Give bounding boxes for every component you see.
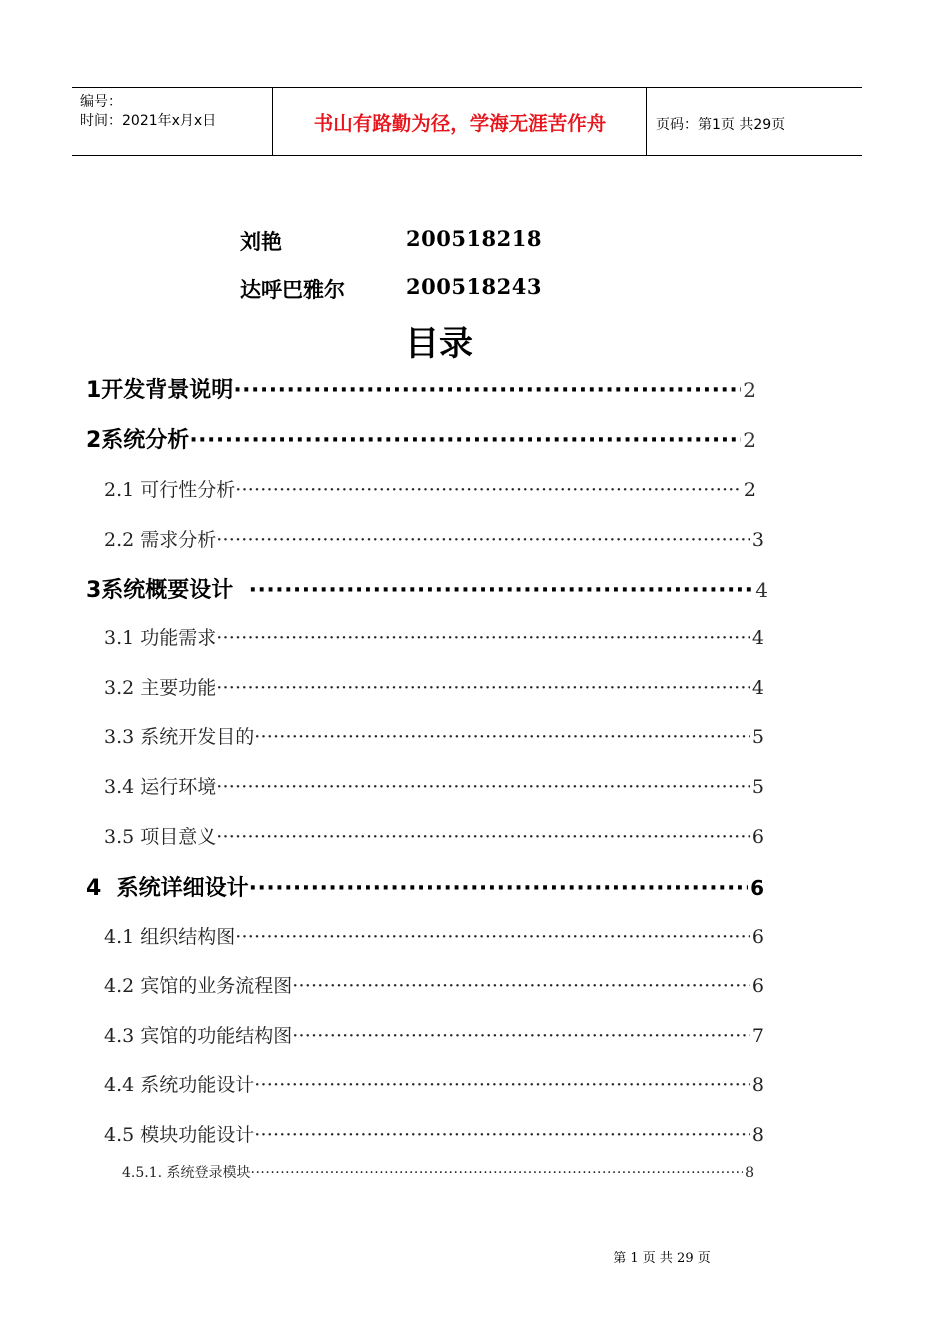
toc-entry[interactable] bbox=[104, 822, 764, 849]
toc-entry[interactable] bbox=[86, 373, 756, 404]
toc-leader-dots bbox=[249, 578, 754, 603]
toc-entry-page: 6 bbox=[751, 975, 764, 997]
toc-entry-label: 4.5 模块功能设计 bbox=[104, 1124, 255, 1146]
toc-entry-page: 8 bbox=[751, 1124, 764, 1146]
toc-leader-dots bbox=[216, 627, 750, 649]
header-date-label: 时间：2021年x月x日 bbox=[80, 113, 217, 129]
toc-entry[interactable] bbox=[104, 1070, 764, 1097]
header-top-rule bbox=[72, 87, 862, 88]
toc-entry[interactable] bbox=[104, 722, 764, 749]
toc-leader-dots bbox=[251, 1165, 744, 1181]
toc-entry-label: 4.2 宾馆的业务流程图 bbox=[104, 975, 293, 997]
toc-title: 目录 bbox=[405, 324, 473, 364]
header-motto: 书山有路勤为径，学海无涯苦作舟 bbox=[313, 112, 607, 135]
toc-leader-dots bbox=[235, 926, 750, 948]
toc-entry-label: 3.2 主要功能 bbox=[104, 677, 217, 699]
page-footer: 第 1 页 共 29 页 bbox=[613, 1251, 711, 1266]
toc-entry-label: 4 系统详细设计 bbox=[86, 876, 249, 901]
toc-leader-dots bbox=[254, 726, 750, 748]
toc-leader-dots bbox=[216, 677, 750, 699]
header-page-label: 页码：第1页 共29页 bbox=[656, 117, 786, 133]
toc-entry[interactable] bbox=[86, 573, 768, 604]
toc-entry[interactable] bbox=[122, 1162, 754, 1182]
toc-leader-dots bbox=[216, 529, 750, 551]
toc-entry-page: 8 bbox=[745, 1165, 754, 1181]
toc-entry[interactable] bbox=[104, 525, 764, 552]
toc-entry-page: 8 bbox=[751, 1074, 764, 1096]
author-number: 200518243 bbox=[406, 274, 543, 299]
toc-entry-label: 4.3 宾馆的功能结构图 bbox=[104, 1025, 293, 1047]
toc-entry-label: 4.1 组织结构图 bbox=[104, 926, 236, 948]
toc-entry[interactable] bbox=[86, 423, 756, 454]
toc-entry[interactable] bbox=[104, 1120, 764, 1147]
toc-entry-page: 3 bbox=[751, 529, 764, 551]
toc-entry-page: 6 bbox=[750, 876, 764, 900]
toc-entry[interactable] bbox=[104, 772, 764, 799]
toc-leader-dots bbox=[189, 428, 741, 453]
toc-leader-dots bbox=[292, 975, 750, 997]
toc-entry-page: 4 bbox=[755, 578, 768, 602]
toc-leader-dots bbox=[216, 776, 750, 798]
toc-entry[interactable] bbox=[104, 623, 764, 650]
toc-entry-page: 7 bbox=[751, 1025, 764, 1047]
toc-leader-dots bbox=[235, 479, 742, 501]
header-bottom-rule bbox=[72, 155, 862, 156]
toc-entry[interactable] bbox=[86, 871, 764, 902]
toc-entry[interactable] bbox=[104, 971, 764, 998]
toc-entry-label: 3.4 运行环境 bbox=[104, 776, 217, 798]
author-number: 200518218 bbox=[406, 226, 543, 251]
toc-entry-page: 5 bbox=[751, 776, 764, 798]
toc-entry-label: 2.1 可行性分析 bbox=[104, 479, 236, 501]
toc-entry-label: 4.5.1. 系统登录模块 bbox=[122, 1165, 251, 1181]
toc-entry-label: 3.3 系统开发目的 bbox=[104, 726, 255, 748]
toc-entry-label: 2.2 需求分析 bbox=[104, 529, 217, 551]
toc-leader-dots bbox=[216, 826, 750, 848]
toc-entry-page: 2 bbox=[743, 378, 756, 402]
toc-leader-dots bbox=[292, 1025, 750, 1047]
toc-entry[interactable] bbox=[104, 1021, 764, 1048]
toc-leader-dots bbox=[254, 1074, 750, 1096]
toc-entry-label: 3.5 项目意义 bbox=[104, 826, 217, 848]
toc-entry-label: 3系统概要设计 bbox=[86, 578, 249, 603]
header-code-label: 编号： bbox=[80, 94, 122, 110]
toc-entry-page: 5 bbox=[751, 726, 764, 748]
toc-leader-dots bbox=[254, 1124, 750, 1146]
toc-entry-label: 3.1 功能需求 bbox=[104, 627, 217, 649]
toc-entry-page: 6 bbox=[751, 826, 764, 848]
toc-entry-page: 6 bbox=[751, 926, 764, 948]
header-divider-right bbox=[646, 88, 647, 156]
toc-entry-label: 1开发背景说明 bbox=[86, 378, 234, 403]
toc-entry[interactable] bbox=[104, 475, 756, 502]
toc-entry-page: 2 bbox=[743, 479, 756, 501]
toc-leader-dots bbox=[233, 378, 741, 403]
toc-leader-dots bbox=[249, 876, 748, 901]
header-divider-left bbox=[272, 88, 273, 156]
toc-entry-label: 4.4 系统功能设计 bbox=[104, 1074, 255, 1096]
toc-entry[interactable] bbox=[104, 673, 764, 700]
toc-entry-page: 4 bbox=[751, 677, 764, 699]
toc-entry-label: 2系统分析 bbox=[86, 428, 190, 453]
author-name: 刘艳 bbox=[240, 229, 282, 254]
author-name: 达呼巴雅尔 bbox=[240, 277, 345, 302]
toc-entry[interactable] bbox=[104, 922, 764, 949]
toc-entry-page: 2 bbox=[743, 428, 756, 452]
toc-entry-page: 4 bbox=[751, 627, 764, 649]
